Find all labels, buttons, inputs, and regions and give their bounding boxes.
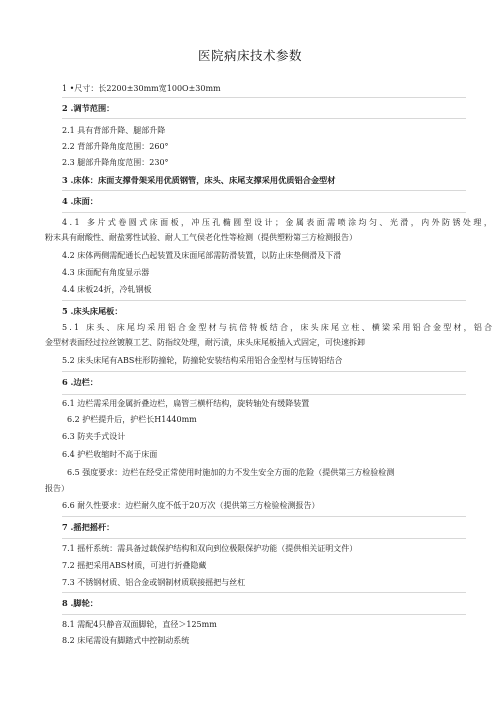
spec-line: 2.3 腿部升降角度范围：230° bbox=[62, 158, 169, 167]
spec-line: 6.6 耐久性要求：边栏耐久度不低于20万次（提供第三方检验检测报告） bbox=[62, 501, 320, 510]
spec-line: 2.2 背部升降角度范围：260° bbox=[62, 142, 169, 151]
divider bbox=[62, 212, 466, 213]
spec-line: 报告） bbox=[45, 484, 69, 493]
spec-line: 8.1 需配4只静音双面脚轮，直径＞125mm bbox=[62, 620, 217, 629]
section-heading: 8 .脚轮： bbox=[62, 598, 98, 608]
divider bbox=[62, 371, 466, 372]
divider bbox=[62, 516, 466, 517]
section-heading: 3 .床体：床面支撑骨架采用优质钢管，床头、床尾支撑采用优质铝合金型材 bbox=[62, 175, 336, 185]
document-title: 医院病床技术参数 bbox=[197, 48, 302, 63]
spec-line: 4.1 多片式卷圆式床面板，冲压孔椭圆型设计；金属表面需喷涂均匀、光滑，内外防锈处理， bbox=[62, 218, 495, 227]
spec-line: 2.1 具有背部升降、腿部升降 bbox=[62, 126, 166, 135]
spec-line: 金型材表面经过拉丝镀膜工艺、防指纹处理，耐污渍，床头床尾板插入式固定，可快速拆卸 bbox=[45, 338, 365, 347]
divider bbox=[62, 300, 466, 301]
spec-line: 6.4 护栏收缩时不高于床面 bbox=[62, 450, 158, 459]
divider bbox=[62, 592, 466, 593]
spec-line: 4.4 床板24折，冷轧钢板 bbox=[62, 285, 152, 294]
divider bbox=[62, 118, 466, 119]
section-heading: 7 .摇把摇杆： bbox=[62, 522, 115, 532]
section-heading: 6 .边栏： bbox=[62, 377, 98, 387]
spec-line: 7.1 摇杆系统：需具备过载保护结构和双向到位极限保护功能（提供相关证明文件） bbox=[62, 544, 358, 553]
spec-line: 6.5 强度要求：边栏在经受正常使用时施加的力不发生安全方面的危险（提供第三方检验检测 bbox=[67, 468, 395, 477]
section-heading: 5 .床头床尾板： bbox=[62, 306, 123, 316]
spec-line: 1 •尺寸：长2200±30mm宽100O±30mm bbox=[62, 84, 221, 93]
section-heading: 4 .床面： bbox=[62, 196, 98, 206]
spec-line: 7.2 摇把采用ABS材质，可进行折叠隐藏 bbox=[62, 561, 207, 570]
spec-line: 5.2 床头床尾有ABS柱形防撞轮，防撞轮安装结构采用铝合金型材与压铸铝结合 bbox=[62, 356, 343, 365]
section-heading: 2 .调节范围： bbox=[62, 103, 115, 113]
spec-line: 5.1 床头、床尾均采用铝合金型材与抗倍特板结合，床头床尾立柱、横梁采用铝合金型材，铝合 bbox=[62, 323, 495, 332]
divider bbox=[62, 538, 466, 539]
divider bbox=[62, 614, 466, 615]
spec-line: 4.3 床面配有角度显示器 bbox=[62, 268, 150, 277]
divider bbox=[62, 394, 466, 395]
spec-line: 粉末具有耐酸性、耐盐雾性试验、耐人工气侯老化性等检测（提供塑粉第三方检测报告） bbox=[45, 233, 357, 242]
spec-line: 7.3 不锈钢材质、铝合金或钢制材质联接摇把与丝杠 bbox=[62, 578, 246, 587]
spec-line: 6.1 边栏需采用金属折叠边栏，扁管三横杆结构，旋转轴处有缓降装置 bbox=[62, 399, 310, 408]
spec-line: 4.2 床体两侧需配通长凸起装置及床面尾部需防滑装置，以防止床垫侧滑及下滑 bbox=[62, 251, 342, 260]
divider bbox=[62, 190, 466, 191]
spec-line: 6.2 护栏提升后，护栏长H1440mm bbox=[67, 415, 197, 424]
spec-line: 8.2 床尾需设有脚踏式中控制动系统 bbox=[62, 636, 190, 645]
divider bbox=[62, 97, 466, 98]
spec-line: 6.3 防夹手式设计 bbox=[62, 432, 126, 441]
